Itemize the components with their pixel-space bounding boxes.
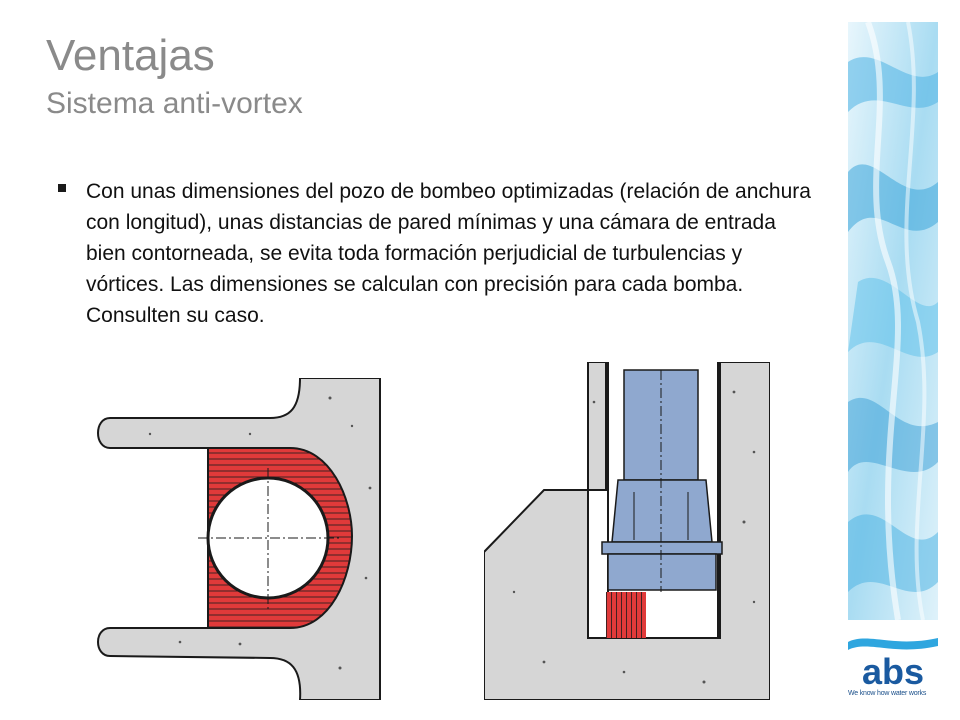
slide-title: Ventajas [46, 31, 215, 80]
water-texture-image [848, 22, 938, 620]
abs-logo [848, 634, 938, 710]
bullet-item [58, 176, 818, 331]
bullet-text: Con unas dimensiones del pozo de bombeo optimizadas (relación de anchura con longitud), unas distancias de pared mínimas y una cámara de entrada bien contorneada, se evita toda formación perjudicial de turbulencias y vórtices. Las dimensiones se calculan con precisión para cada bomba. Consulten su caso. [86, 180, 811, 327]
bullet-square-icon [58, 184, 66, 192]
logo-tagline: We know how water works [848, 690, 927, 697]
slide-subtitle: Sistema anti-vortex [46, 87, 303, 120]
sump-plan-diagram [90, 378, 384, 700]
pump-section-diagram [484, 362, 770, 700]
logo-wordmark: abs [861, 651, 925, 692]
